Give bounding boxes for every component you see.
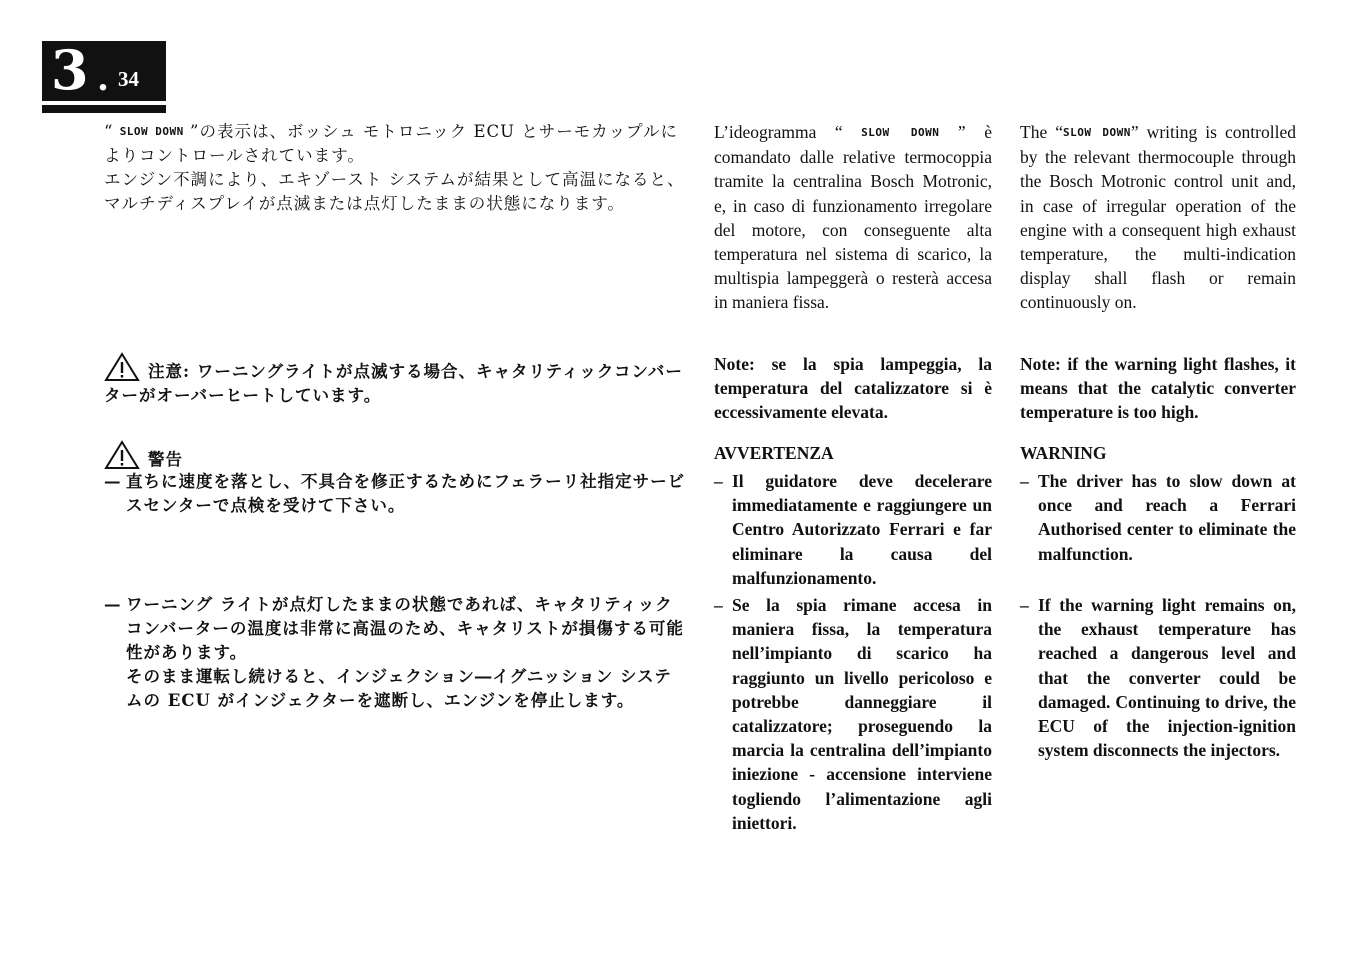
ja-warning-item-1 — [104, 470, 688, 518]
en-warning-heading: WARNING — [1020, 443, 1107, 463]
ja-intro — [104, 120, 688, 216]
page-number: 34 — [118, 67, 139, 91]
it-warning-item-2 — [714, 593, 992, 835]
it-warning-item-2-text: Se la spia rimane accesa in maniera fissa, la temperatura nell’impianto di scarico ha raggiunto un livello pericoloso e potrebbe danneggiare il catalizzatore; proseguendo la marcia la centralina dell’impianto iniezione - accensione interviene togliendo l’alimentazione agli iniettori. — [732, 595, 992, 833]
chapter-number: 3 — [51, 38, 89, 102]
ja-intro-p2: エンジン不調により、エキゾースト システムが結果として高温になると、マルチディスプレイが点滅または点灯したままの状態になります。 — [104, 170, 685, 213]
en-warning-item-2-text: If the warning light remains on, the exhaust temperature has reached a dangerous level and that the converter could be damaged. Continuing to drive, the ECU of the injection-ignition system disconnects the injectors. — [1038, 595, 1296, 761]
en-intro — [1020, 120, 1296, 315]
ja-warning-item-1-text: 直ちに速度を落とし、不具合を修正するためにフェラーリ社指定サービスセンターで点検を受けて下さい。 — [126, 472, 686, 515]
ja-warning-item-2-p1: ワーニング ライトが点灯したままの状態であれば、キャタリティックコンバーターの温度は非常に高温のため、キャタリストが損傷する可能性があります。 — [126, 595, 684, 662]
it-warning-item-1-text: Il guidatore deve decelerare immediatamente e raggiungere un Centro Autorizzato Ferrari e far eliminare la causa del malfunzionamento. — [732, 471, 992, 588]
ja-quote-open: “ — [104, 122, 120, 141]
list-dash: – — [1020, 595, 1029, 615]
ja-note — [104, 352, 688, 408]
warning-triangle-icon — [104, 440, 140, 470]
slow-down-lcd-text: SLOW DOWN — [1063, 126, 1131, 139]
ja-warning-heading-text: 警告 — [148, 450, 183, 469]
it-intro — [714, 120, 992, 315]
ja-warning-item-2 — [104, 593, 688, 713]
list-dash: – — [714, 595, 723, 615]
it-warning-item-1 — [714, 469, 992, 590]
en-intro-text: ” writing is controlled by the relevant thermocouple through the Bosch Motronic control unit and, in case of irregular operation of the engine with a consequent high exhaust temperature, the multi-indication display shall flash or remain continuously on. — [1020, 122, 1296, 313]
ja-intro-p1 — [104, 120, 688, 168]
chapter-dot: . — [98, 54, 108, 99]
slow-down-lcd-text: SLOW DOWN — [119, 125, 184, 138]
list-dash: – — [714, 471, 723, 491]
en-warning-item-1-text: The driver has to slow down at once and reach a Ferrari Authorised center to eliminate the malfunction. — [1038, 471, 1296, 564]
it-intro-text: ” è comandato dalle relative termocoppia tramite la centralina Bosch Motronic, e, in caso di funzionamento irregolare del motore, con conseguente alta temperatura nel sistema di scarico, la multispia lampeggerà o resterà accesa in maniera fissa. — [714, 122, 992, 313]
list-dash: — — [104, 595, 122, 614]
header-rule — [42, 105, 166, 113]
en-warning-item-2 — [1020, 593, 1296, 762]
list-dash: — — [104, 472, 122, 491]
en-note: Note: if the warning light flashes, it means that the catalytic converter temperature is too high. — [1020, 354, 1296, 423]
ja-warning-heading — [104, 440, 688, 472]
list-dash: – — [1020, 471, 1029, 491]
ja-note-text: 注意: ワーニングライトが点滅する場合、キャタリティックコンバーターがオーバーヒートしています。 — [104, 362, 683, 405]
en-intro-open: The “ — [1020, 122, 1064, 142]
ja-intro-text: ”の表示は、ボッシュ モトロニック ECU とサーモカップルによりコントロールされています。 — [104, 122, 678, 165]
en-warning-item-1 — [1020, 469, 1296, 566]
warning-triangle-icon — [104, 352, 140, 382]
section-badge — [42, 38, 166, 102]
it-intro-open: L’ideogramma “ — [714, 122, 862, 142]
it-note: Note: se la spia lampeggia, la temperatura del catalizzatore si è eccessivamente elevata. — [714, 354, 992, 423]
it-warning-heading: AVVERTENZA — [714, 443, 834, 463]
slow-down-lcd-text: SLOW DOWN — [861, 126, 940, 139]
ja-warning-item-2-p2: そのまま運転し続けると、インジェクション―イグニッション システムの ECU がインジェクターを遮断し、エンジンを停止します。 — [126, 667, 672, 710]
